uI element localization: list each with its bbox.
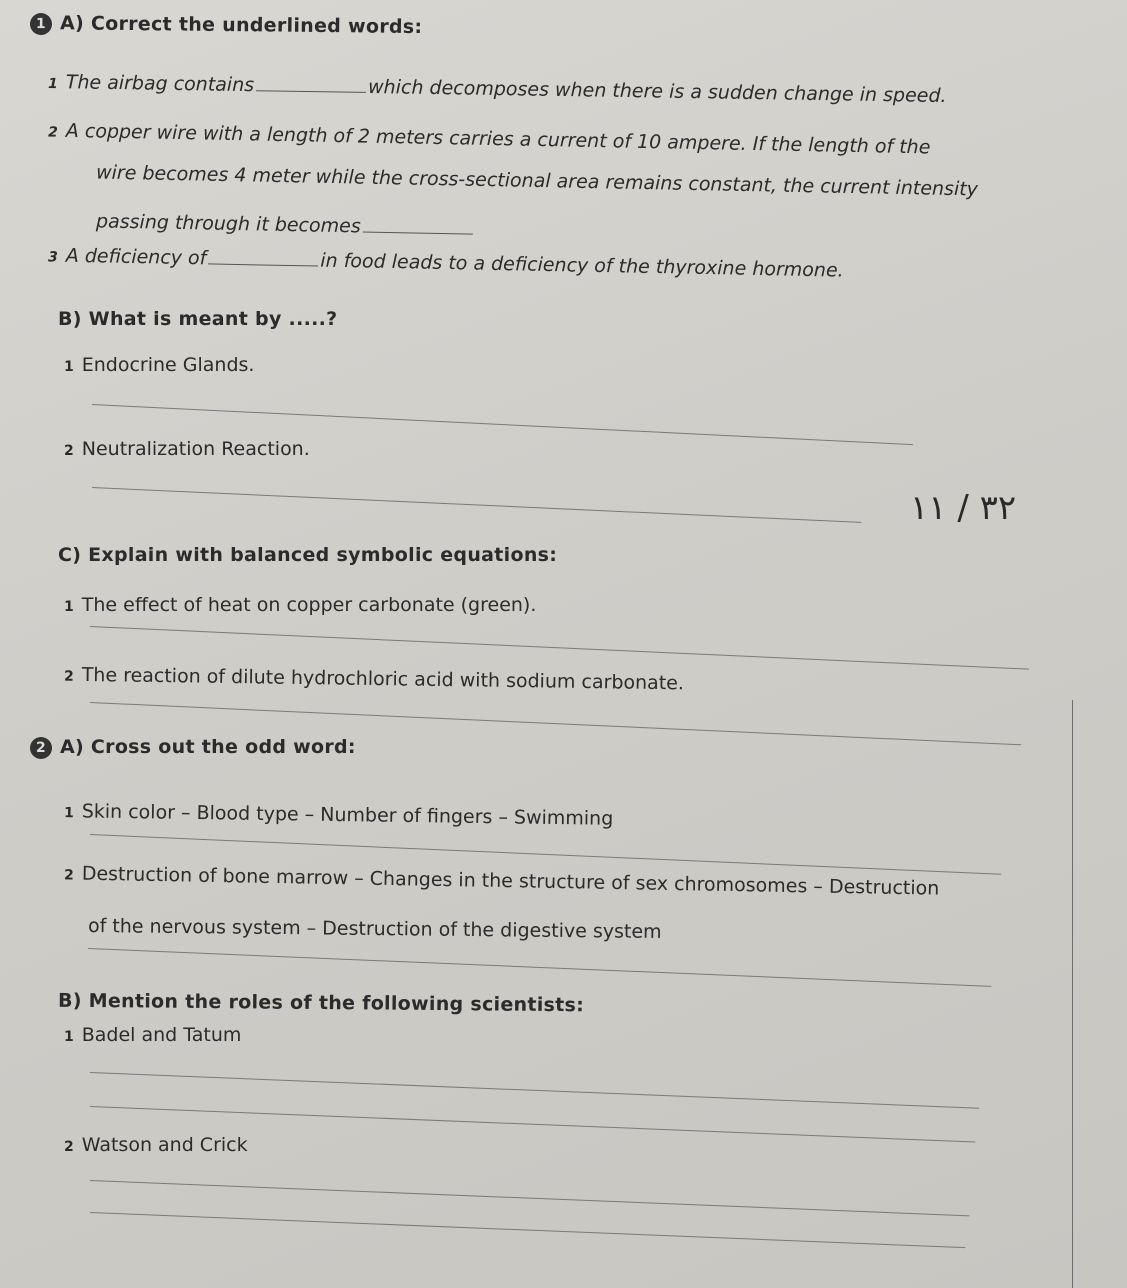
answer-blank[interactable] [208, 262, 318, 266]
q2a-item-2-line-1: 2 Destruction of bone marrow – Changes in the structure of sex chromosomes – Destruction [63, 862, 940, 900]
answer-blank[interactable] [256, 89, 366, 93]
q1a-item-2-line-2: wire becomes 4 meter while the cross-sectional area remains constant, the current intensity [95, 161, 979, 201]
q1-part-c-heading: C) Explain with balanced symbolic equations: [58, 544, 558, 566]
q1a-item-1: 1 The airbag contains which decomposes when there is a sudden change in speed. [47, 71, 947, 108]
page-number: ٣٢ / ١١ [910, 488, 1017, 528]
answer-line[interactable] [90, 626, 1029, 670]
q1b-item-2: 2 Neutralization Reaction. [64, 438, 310, 460]
q2-part-b-heading: B) Mention the roles of the following scientists: [57, 989, 585, 1017]
q2b-item-1: 1 Badel and Tatum [64, 1024, 242, 1046]
q2a-item-1: 1 Skin color – Blood type – Number of fingers – Swimming [63, 800, 614, 830]
q1-part-b-heading: B) What is meant by .....? [58, 308, 338, 330]
q1c-item-2: 2 The reaction of dilute hydrochloric acid with sodium carbonate. [63, 663, 685, 695]
answer-line[interactable] [90, 1180, 969, 1216]
answer-line[interactable] [90, 1072, 979, 1109]
answer-line[interactable] [88, 948, 991, 987]
q1a-item-3: 3 A deficiency of in food leads to a deficiency of the thyroxine hormone. [47, 244, 844, 282]
q1-number-badge: 1 [30, 12, 52, 34]
q1c-item-1: 1 The effect of heat on copper carbonate (green). [64, 594, 537, 616]
answer-line[interactable] [92, 487, 861, 523]
q2-part-a-heading: 2 A) Cross out the odd word: [30, 736, 356, 759]
q1a-item-2-line-1: 2 A copper wire with a length of 2 meters carries a current of 10 ampere. If the length of the [47, 119, 931, 159]
q2-number-badge: 2 [30, 737, 52, 759]
q1a-item-2-line-3: passing through it becomes [96, 210, 475, 239]
answer-line[interactable] [90, 1212, 965, 1248]
q2b-item-2: 2 Watson and Crick [64, 1134, 248, 1156]
q2a-item-2-line-2: of the nervous system – Destruction of the digestive system [87, 914, 662, 944]
q1b-item-1: 1 Endocrine Glands. [64, 354, 255, 376]
page-edge-line [1072, 700, 1073, 1288]
answer-blank[interactable] [363, 230, 473, 234]
q1-part-a-heading: 1 A) Correct the underlined words: [30, 12, 423, 39]
